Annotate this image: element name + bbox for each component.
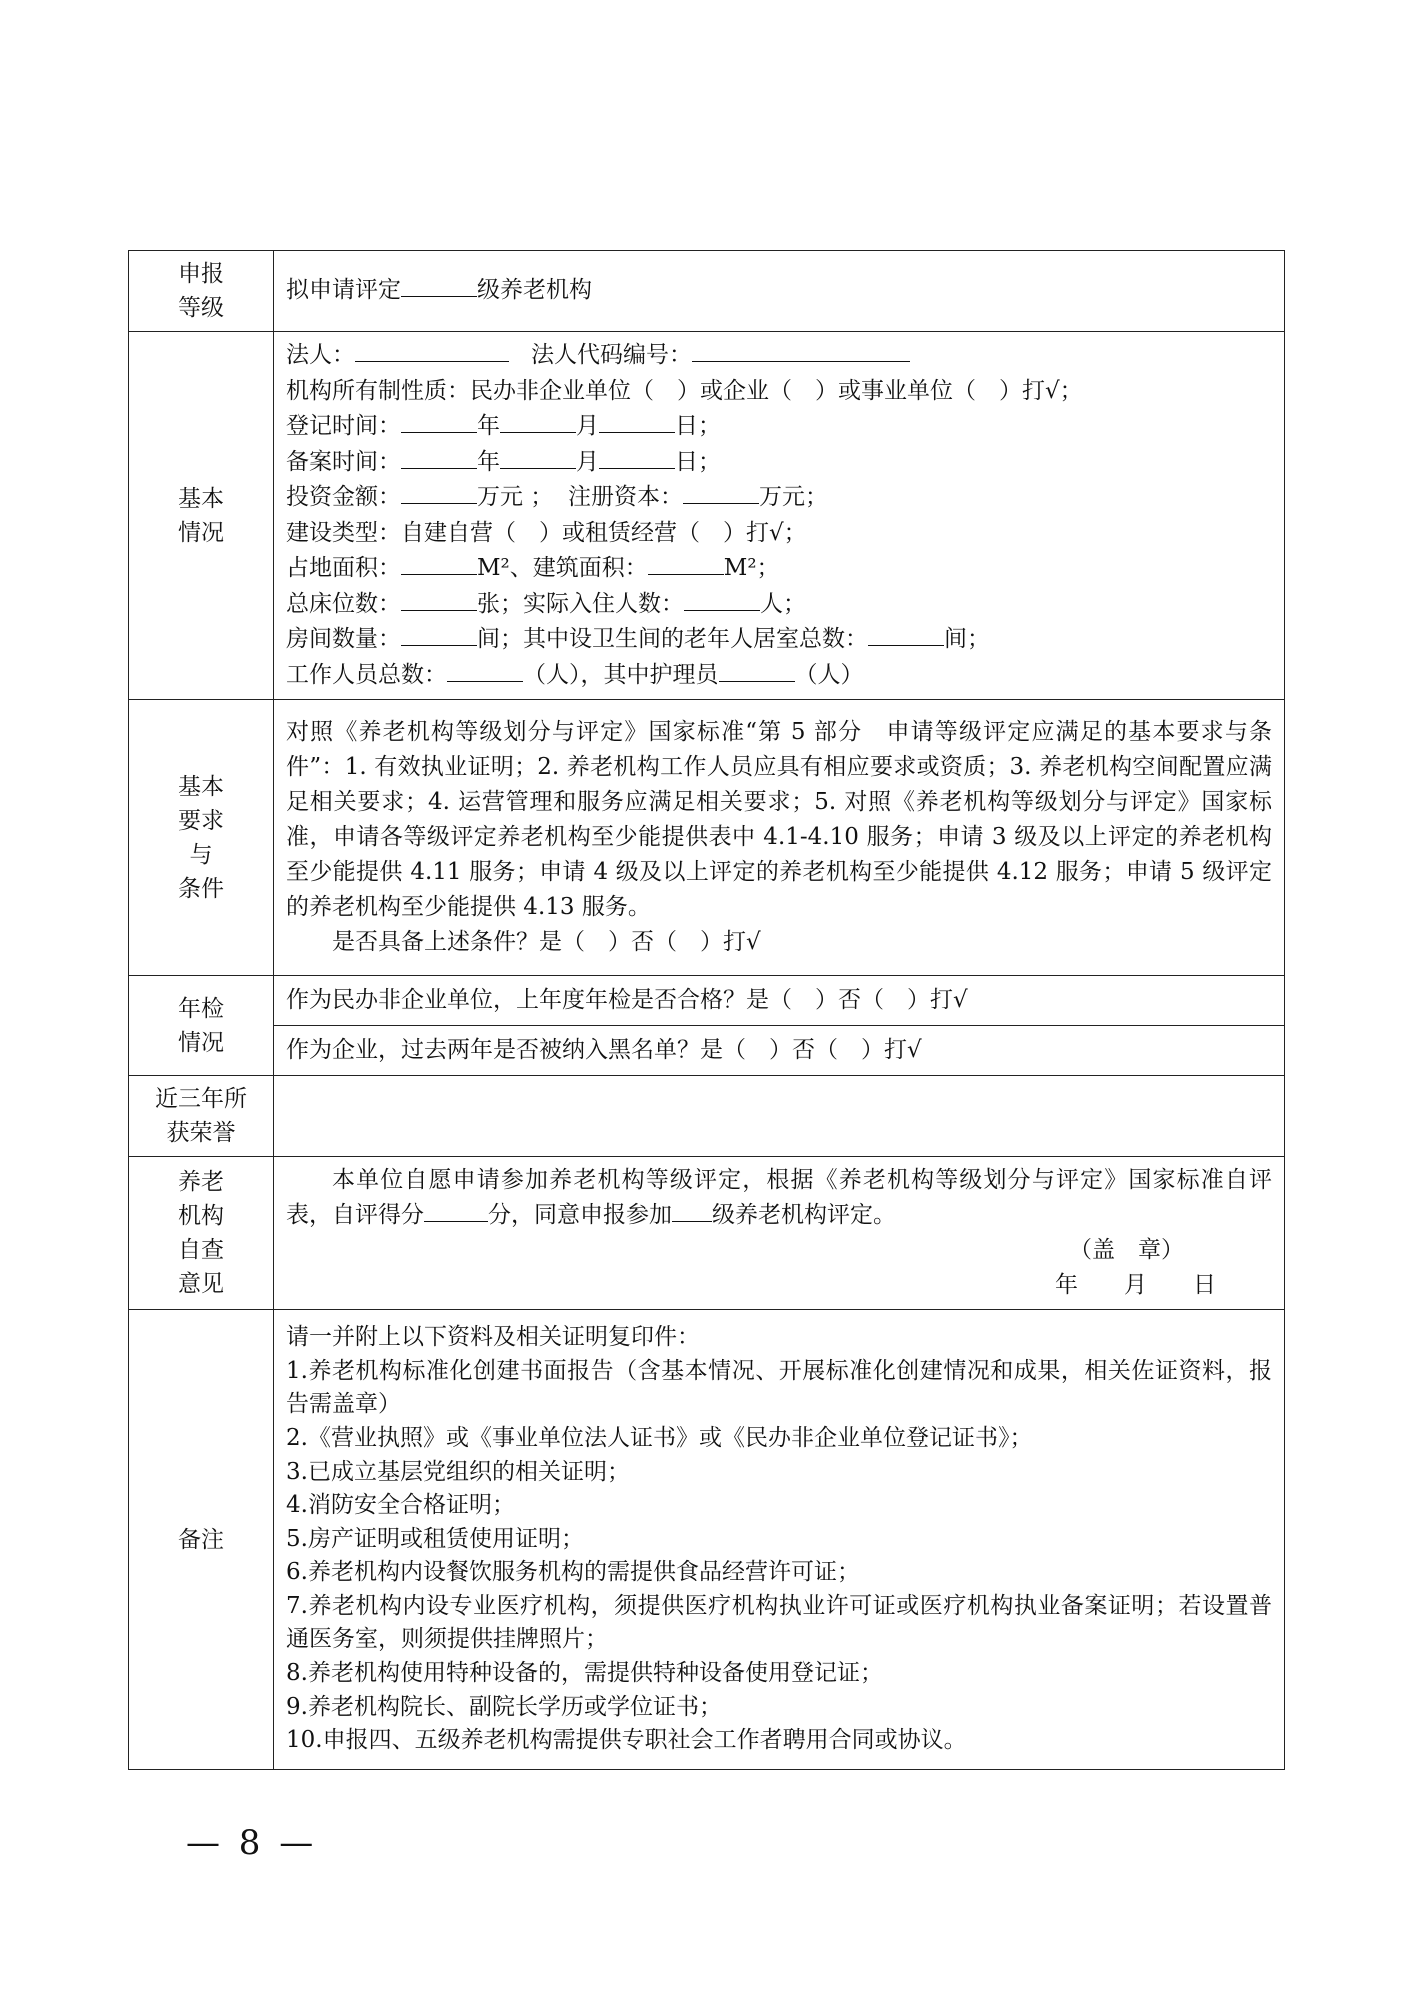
month-label: 月 [576,448,599,475]
zhang-label: 张；实际入住人数： [477,590,684,617]
line-build-type: 建设类型：自建自营（ ）或租赁经营（ ）打√； [286,519,807,546]
residents-blank[interactable] [684,588,760,611]
legal-code-label: 法人代码编号： [530,342,692,368]
line-reg-time [286,409,1272,445]
year-label: 年 [477,413,500,439]
row-remarks [129,1310,1285,1770]
level-text-a: 拟申请评定 [286,277,401,304]
label-basic-info [129,332,274,700]
land-area-blank[interactable] [401,552,477,575]
row-honors [129,1076,1285,1157]
legal-person-blank[interactable] [355,339,509,362]
line-beds [286,587,1272,623]
self-check-text-c: 级养老机构评定。 [712,1202,896,1228]
row-inspection-1 [129,976,1285,1026]
label-remarks [129,1310,274,1770]
remarks-intro: 请一并附上以下资料及相关证明复印件： [286,1324,700,1351]
reg-capital-label: 注册资本： [567,484,683,510]
content-self-check [274,1157,1285,1310]
land-area-label: 占地面积： [286,555,401,581]
honors-field[interactable] [274,1076,1285,1157]
application-form-table [128,250,1285,1770]
label-self-check-text: 养老 机构 自查 意见 [178,1169,224,1297]
label-honors-text: 近三年所 获荣誉 [155,1086,247,1146]
wan2-label: 万元； [758,484,828,510]
self-check-text-b: 分，同意申报参加 [488,1202,672,1228]
remarks-item: 10.申报四、五级养老机构需提供专职社会工作者聘用合同或协议。 [286,1727,967,1754]
nurse-blank[interactable] [719,659,795,682]
content-basic-info [274,332,1285,700]
remarks-item: 6.养老机构内设餐饮服务机构的需提供食品经营许可证； [286,1559,860,1586]
level-blank[interactable] [401,274,477,297]
page-number: — 8 — [186,1823,318,1863]
line-area [286,551,1272,587]
label-requirements [129,700,274,976]
record-month-blank[interactable] [500,446,576,469]
month-label: 月 [576,413,599,439]
self-check-date: 年 月 日 [1055,1272,1216,1298]
staff-b-label: （人），其中护理员 [523,661,719,688]
label-basic-info-text: 基本 情况 [178,485,224,546]
requirements-text: 对照《养老机构等级划分与评定》国家标准“第 5 部分 申请等级评定应满足的基本要求与条件”：1. 有效执业证明；2. 养老机构工作人员应具有相应要求或资质；3. 养老机构空间配置应满足相关要求；4. 运营管理和服务应满足相关要求；5. 对照《养老机构等级划分与评定》国家标准，申请各等级评定养老机构至少能提供表中 4.1-4.10 服务；申请 3 级及以上评定的养老机构至少能提供 4.11 服务；申请 4 级及以上评定的养老机构至少能提供 4.12 服务；申请 5 级评定的养老机构至少能提供 4.13 服务。 [286,719,1272,920]
rooms-wc-blank[interactable] [868,623,944,646]
inspection-q1: 作为民办非企业单位，上年度年检是否合格？是（ ）否（ ）打√ [274,976,1285,1026]
record-time-label: 备案时间： [286,448,401,475]
legal-person-label: 法人： [286,342,355,368]
day-label: 日； [675,413,721,439]
remarks-item: 9.养老机构院长、副院长学历或学位证书； [286,1693,722,1720]
m2a-label: M²、建筑面积： [477,555,648,581]
jian2-label: 间； [944,626,990,652]
staff-c-label: （人） [794,661,864,688]
year-label: 年 [477,448,500,475]
requirements-question: 是否具备上述条件？是（ ）否（ ）打√ [332,929,761,955]
remarks-item: 3.已成立基层党组织的相关证明； [286,1458,630,1485]
build-area-blank[interactable] [648,552,724,575]
label-level-text: 申报 等级 [178,261,224,321]
remarks-item: 5.房产证明或租赁使用证明； [286,1525,584,1552]
self-check-statement [286,1163,1272,1233]
line-legal-person [286,338,1272,374]
reg-time-label: 登记时间： [286,413,401,439]
label-honors [129,1076,274,1157]
beds-label: 总床位数： [286,590,401,617]
legal-code-blank[interactable] [692,339,910,362]
line-record-time [286,445,1272,481]
content-level [274,251,1285,332]
remarks-item: 7.养老机构内设专业医疗机构，须提供医疗机构执业许可证或医疗机构执业备案证明；若设置普通医务室，则须提供挂牌照片； [286,1592,1272,1653]
staff-blank[interactable] [447,659,523,682]
reg-capital-blank[interactable] [683,481,759,504]
level-text-b: 级养老机构 [477,277,592,304]
rooms-label: 房间数量： [286,626,401,652]
remarks-item: 2.《营业执照》或《事业单位法人证书》或《民办非企业单位登记证书》； [286,1424,1033,1451]
line-rooms [286,622,1272,658]
label-inspection-text: 年检 情况 [178,995,224,1056]
seal-text: （盖 章） [1069,1237,1184,1263]
invest-label: 投资金额： [286,484,401,510]
label-level [129,251,274,332]
invest-blank[interactable] [401,481,477,504]
label-requirements-text: 基本 要求 与 条件 [178,773,224,902]
ren-label: 人； [760,590,806,617]
content-remarks [274,1310,1285,1770]
label-self-check [129,1157,274,1310]
apply-level-blank[interactable] [672,1199,712,1222]
self-check-text-a: 本单位自愿申请参加养老机构等级评定，根据《养老机构等级划分与评定》国家标准自评表，自评得分 [286,1167,1272,1228]
row-self-check [129,1157,1285,1310]
remarks-item: 8.养老机构使用特种设备的，需提供特种设备使用登记证； [286,1660,883,1687]
beds-blank[interactable] [401,588,477,611]
record-year-blank[interactable] [401,446,477,469]
reg-month-blank[interactable] [500,410,576,433]
line-ownership: 机构所有制性质：民办非企业单位（ ）或企业（ ）或事业单位（ ）打√； [286,377,1083,404]
score-blank[interactable] [424,1199,488,1222]
remarks-item: 4.消防安全合格证明； [286,1492,515,1519]
rooms-blank[interactable] [401,623,477,646]
line-staff [286,658,1272,694]
row-inspection-2 [129,1026,1285,1076]
label-remarks-text: 备注 [178,1526,224,1553]
day-label: 日； [675,448,721,475]
jian-label: 间；其中设卫生间的老年人居室总数： [477,626,868,652]
record-day-blank[interactable] [599,446,675,469]
line-invest [286,480,1272,516]
label-inspection [129,976,274,1076]
wan-label: 万元 ； [477,484,554,510]
content-requirements [274,700,1285,976]
remarks-item: 1.养老机构标准化创建书面报告（含基本情况、开展标准化创建情况和成果，相关佐证资料，报告需盖章） [286,1357,1272,1418]
m2b-label: M²； [723,555,780,581]
reg-year-blank[interactable] [401,410,477,433]
row-basic-info [129,332,1285,700]
row-level [129,251,1285,332]
inspection-q2: 作为企业，过去两年是否被纳入黑名单？是（ ）否（ ）打√ [274,1026,1285,1076]
staff-label: 工作人员总数： [286,661,447,688]
row-requirements [129,700,1285,976]
reg-day-blank[interactable] [599,410,675,433]
